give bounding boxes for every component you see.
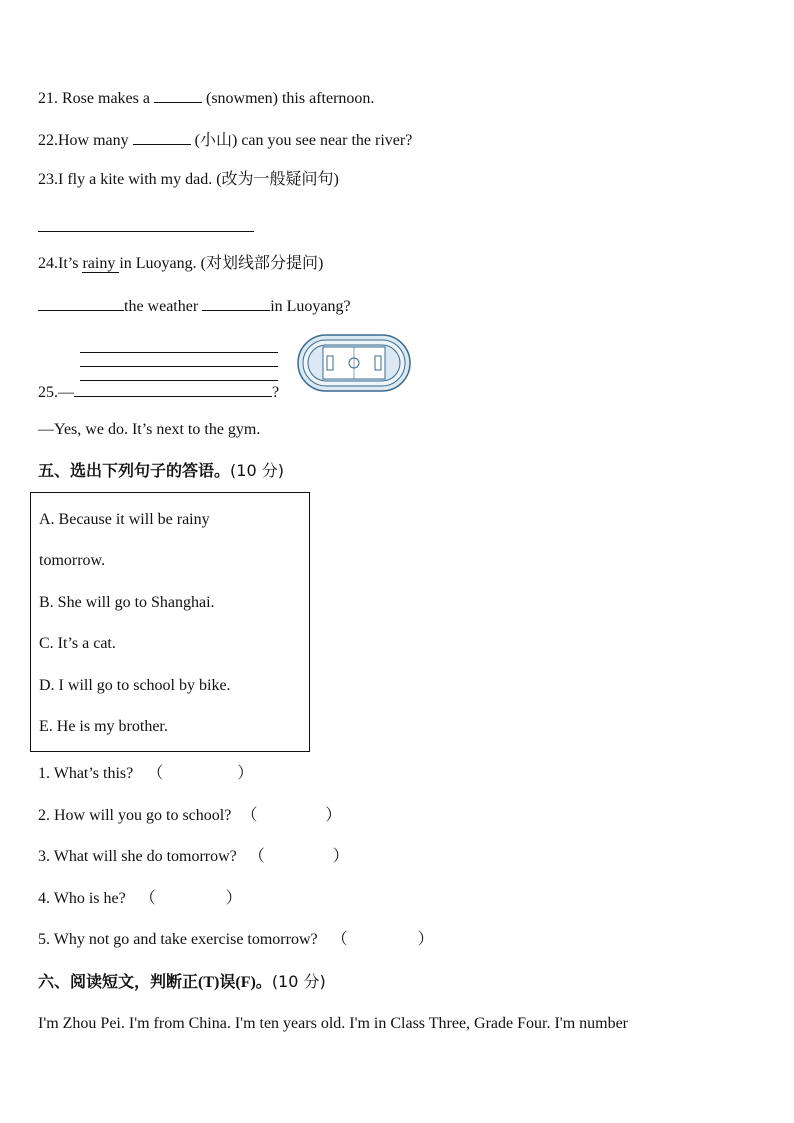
section-5-heading: 五、选出下列句子的答语。(10 分) <box>38 461 284 480</box>
question-22: 22.How many (小山) can you see near the river? <box>38 129 412 151</box>
option-a: A. Because it will be rainy <box>39 511 210 528</box>
option-b: B. She will go to Shanghai. <box>39 594 215 611</box>
question-25: 25.— ? <box>38 381 279 403</box>
match-question-4: 4. Who is he? （ ） <box>38 890 242 907</box>
match-question-5: 5. Why not go and take exercise tomorrow? （ ） <box>38 931 434 948</box>
answer-bracket[interactable]: （ ） <box>241 807 342 824</box>
answer-blank[interactable] <box>133 129 191 145</box>
question-25-reply: —Yes, we do. It’s next to the gym. <box>38 421 261 438</box>
option-d: D. I will go to school by bike. <box>39 677 231 694</box>
answer-line-23[interactable] <box>38 231 254 232</box>
answer-line[interactable] <box>80 352 278 353</box>
question-23: 23.I fly a kite with my dad. (改为一般疑问句) <box>38 171 339 188</box>
answer-blank[interactable] <box>74 381 272 397</box>
answer-bracket[interactable]: （ ） <box>331 931 434 948</box>
option-a-continued: tomorrow. <box>39 552 106 569</box>
option-c: C. It’s a cat. <box>39 635 116 652</box>
option-e: E. He is my brother. <box>39 718 168 735</box>
match-question-3: 3. What will she do tomorrow? （ ） <box>38 848 349 865</box>
underlined-word: rainy <box>82 255 120 272</box>
options-box <box>30 492 310 752</box>
answer-blank[interactable] <box>202 295 270 311</box>
answer-bracket[interactable]: （ ） <box>139 890 242 907</box>
reading-passage: I'm Zhou Pei. I'm from China. I'm ten years old. I'm in Class Three, Grade Four. I'm number <box>38 1015 629 1032</box>
running-track-picture <box>297 334 411 392</box>
answer-blank[interactable] <box>154 87 202 103</box>
answer-line[interactable] <box>80 366 278 367</box>
match-question-1: 1. What’s this? （ ） <box>38 765 254 782</box>
answer-bracket[interactable]: （ ） <box>147 765 254 782</box>
answer-blank[interactable] <box>38 295 124 311</box>
question-24: 24.It’s rainy in Luoyang. (对划线部分提问) <box>38 255 324 272</box>
question-24-answer: the weather in Luoyang? <box>38 295 351 317</box>
match-question-2: 2. How will you go to school? （ ） <box>38 807 342 824</box>
section-6-heading: 六、阅读短文，判断正(T)误(F)。(10 分) <box>38 972 326 991</box>
answer-bracket[interactable]: （ ） <box>248 848 349 865</box>
question-21: 21. Rose makes a (snowmen) this afternoon. <box>38 87 374 109</box>
